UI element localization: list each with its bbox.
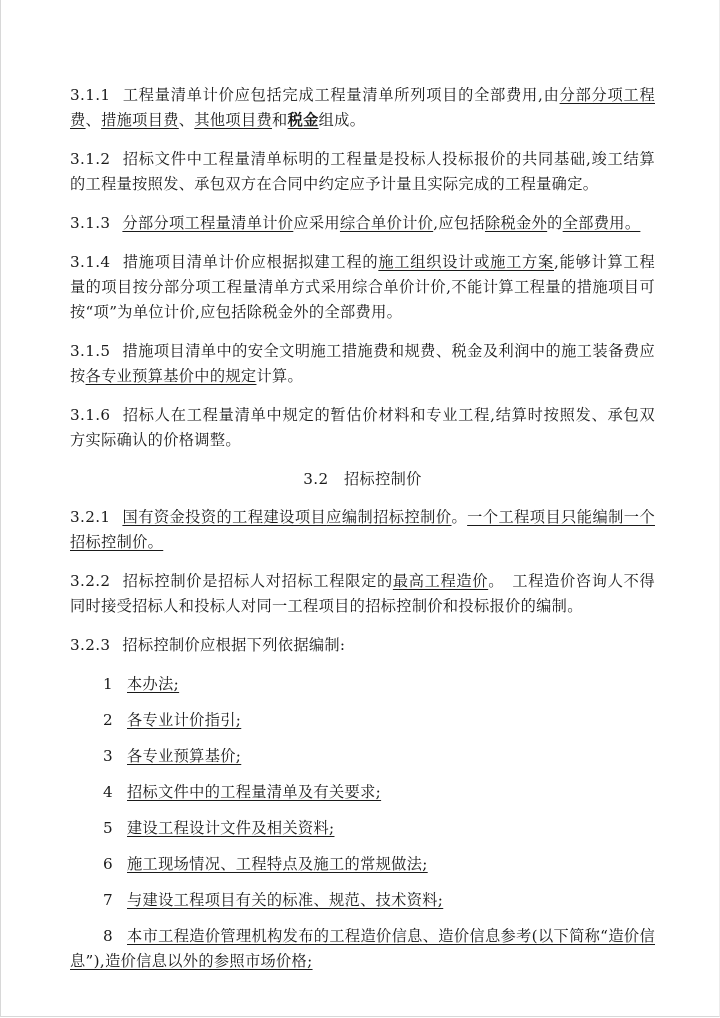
clause-3-1-3 xyxy=(70,211,655,236)
document-body xyxy=(70,83,655,985)
clause-text: 、 xyxy=(178,111,195,129)
clause-text: 措施项目清单计价应根据拟建工程的 xyxy=(122,253,379,271)
clause-number: 3.1.6 xyxy=(70,406,111,424)
clause-3-1-2 xyxy=(70,147,655,197)
list-number: 7 xyxy=(103,891,114,909)
underlined-term: 分部分项工程费 xyxy=(70,86,655,129)
clause-number: 3.1.5 xyxy=(70,342,111,360)
clause-text: 的工程建设项目 xyxy=(216,508,327,526)
clause-number: 3.1.4 xyxy=(70,253,111,271)
clause-text: 组成。 xyxy=(318,111,366,129)
clause-text: 。 xyxy=(451,508,468,526)
underlined-term: 税金 xyxy=(287,111,319,129)
clause-3-2-2 xyxy=(70,569,655,619)
list-item xyxy=(70,672,655,697)
underlined-term: 措施项目费 xyxy=(101,111,179,129)
list-text: 本市工程造价管理机构发布的工程造价信息、造价信息参考(以下简称“造价信息”),造价信息以外的参照市场价格; xyxy=(70,927,655,970)
underlined-term: 应编制招标控制价 xyxy=(326,508,452,526)
clause-text: 和 xyxy=(272,111,288,129)
clause-3-2-3 xyxy=(70,633,655,658)
clause-text: 。 工程造价咨询人不得同时接受招标人和投标人对同一工程项目的招标控制价和投标报价的编制。 xyxy=(70,572,656,615)
underlined-term: 全部费用。 xyxy=(562,214,641,232)
list-text: 各专业预算基价; xyxy=(127,747,242,765)
list-number: 6 xyxy=(103,855,114,873)
list-item xyxy=(70,816,655,841)
underlined-term: 其他项目费 xyxy=(194,111,273,129)
clause-text: 措施项目清单中的安全文明施工措施费和规费、税金及利润中的施工装备费应按 xyxy=(70,342,655,385)
underlined-term: 国有资金投资 xyxy=(122,508,217,526)
clause-text: 工程量清单计价应包括完成工程量清单所列项目的全部费用,由 xyxy=(122,86,560,104)
list-text: 各专业计价指引; xyxy=(127,711,242,729)
basis-list xyxy=(70,672,655,974)
underlined-term: 各专业预算基价中的规定 xyxy=(85,367,257,385)
clause-text: 招标控制价应根据下列依据编制: xyxy=(122,636,346,654)
list-number: 2 xyxy=(103,711,114,729)
clause-3-1-4 xyxy=(70,250,655,325)
list-item xyxy=(70,924,655,974)
clause-text: ,应包括 xyxy=(433,214,485,232)
underlined-term: 一个工程项目只能编制一个招标控制价。 xyxy=(70,508,655,551)
clause-3-1-6 xyxy=(70,403,655,453)
clause-number: 3.1.1 xyxy=(70,86,111,104)
list-text: 与建设工程项目有关的标准、规范、技术资料; xyxy=(127,891,444,909)
clause-text: 招标人在工程量清单中规定的暂估价材料和专业工程,结算时按照发、承包双方实际确认的价格调整。 xyxy=(70,406,655,449)
list-text: 招标文件中的工程量清单及有关要求; xyxy=(127,783,382,801)
clause-number: 3.2.1 xyxy=(70,508,111,526)
underlined-term: 最高工程造价 xyxy=(392,572,489,590)
list-number: 4 xyxy=(103,783,114,801)
list-text: 建设工程设计文件及相关资料; xyxy=(127,819,335,837)
clause-text: 的 xyxy=(547,214,563,232)
clause-text: ,能够计算工程量的项目按分部分项工程量清单方式采用综合单价计价,不能计算工程量的措施项目可按“项”为单位计价,应包括除税金外的全部费用。 xyxy=(70,253,655,321)
clause-text: 招标文件中工程量清单标明的工程量是投标人投标报价的共同基础,竣工结算的工程量按照发、承包双方在合同中约定应予计量且实际完成的工程量确定。 xyxy=(70,150,655,193)
list-item xyxy=(70,780,655,805)
list-item xyxy=(70,744,655,769)
clause-number: 3.2.2 xyxy=(70,572,111,590)
list-item xyxy=(70,888,655,913)
clause-3-2-1 xyxy=(70,505,655,555)
clause-3-1-1 xyxy=(70,83,655,133)
clause-text: 应采用 xyxy=(293,214,340,232)
clause-number: 3.1.3 xyxy=(70,214,111,232)
list-number: 5 xyxy=(103,819,114,837)
underlined-term: 综合单价计价 xyxy=(339,214,434,232)
clause-3-1-5 xyxy=(70,339,655,389)
clause-number: 3.1.2 xyxy=(70,150,111,168)
list-item xyxy=(70,852,655,877)
list-number: 1 xyxy=(103,675,114,693)
underlined-term: 分部分项工程量清单计价 xyxy=(122,214,294,232)
list-item xyxy=(70,708,655,733)
list-text: 本办法; xyxy=(127,675,180,693)
clause-text: 、 xyxy=(85,111,102,129)
list-text: 施工现场情况、工程特点及施工的常规做法; xyxy=(127,855,428,873)
list-number: 8 xyxy=(103,927,114,945)
clause-number: 3.2.3 xyxy=(70,636,111,654)
underlined-term: 除税金外 xyxy=(484,214,548,232)
clause-text: 招标控制价是招标人对招标工程限定的 xyxy=(122,572,393,590)
clause-text: 计算。 xyxy=(256,367,304,385)
underlined-term: 施工组织设计或施工方案 xyxy=(378,253,554,271)
list-number: 3 xyxy=(103,747,114,765)
section-title: 3.2 招标控制价 xyxy=(303,470,422,488)
